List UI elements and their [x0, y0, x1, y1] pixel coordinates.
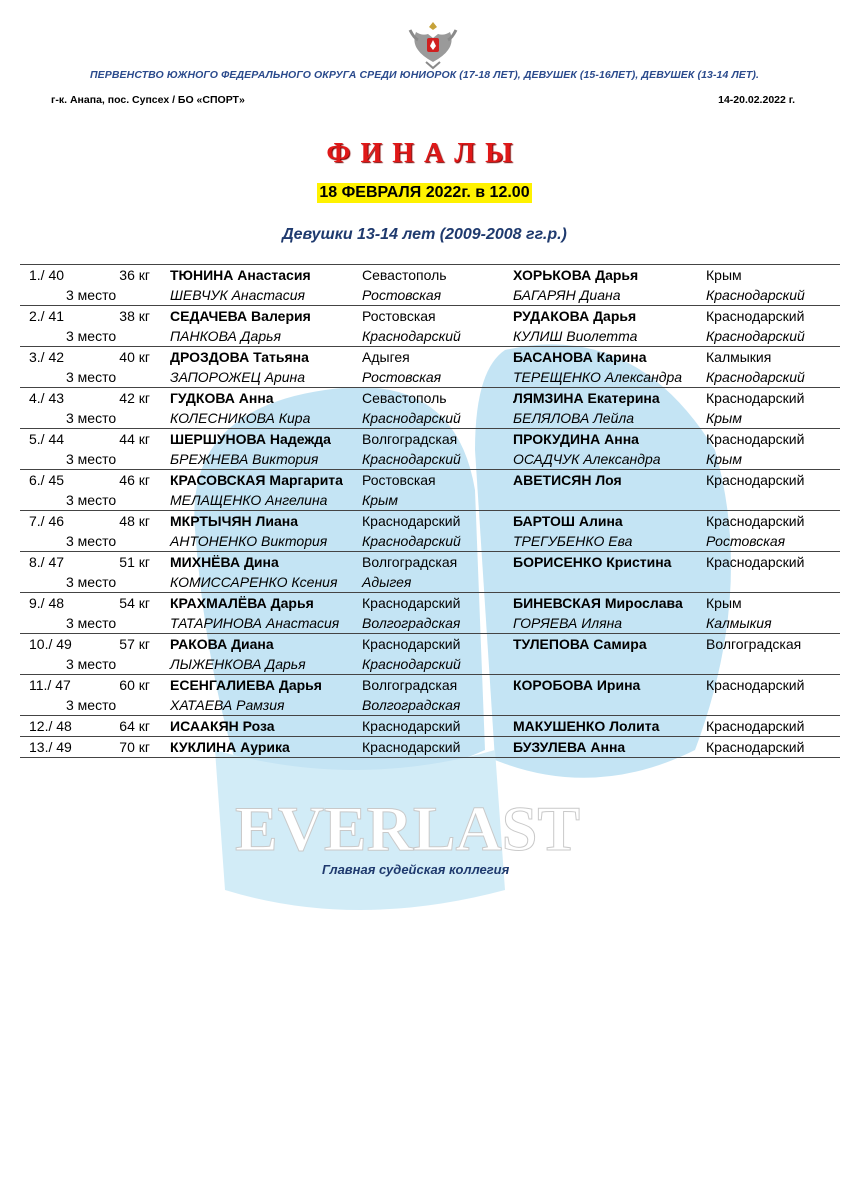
weight-class: 64 кг — [119, 718, 150, 734]
third-place-1-region: Адыгея — [362, 574, 412, 590]
third-place-1-region: Волгоградская — [362, 615, 461, 631]
finalist-red: РАКОВА Диана — [170, 636, 274, 652]
third-place-1: БРЕЖНЕВА Виктория — [170, 451, 319, 467]
bout-number: 11./ 47 — [29, 677, 71, 693]
third-place-1-region: Краснодарский — [362, 328, 461, 344]
finalist-red-region: Волгоградская — [362, 677, 458, 693]
dates-text: 14-20.02.2022 г. — [718, 94, 795, 106]
date-line-wrapper — [0, 183, 849, 203]
finals-title: ФИНАЛЫ — [326, 138, 523, 169]
finalist-blue: БУЗУЛЕВА Анна — [513, 739, 626, 755]
weight-class: 54 кг — [119, 595, 150, 611]
bout-number: 10./ 49 — [29, 636, 72, 652]
finalist-red: СЕДАЧЕВА Валерия — [170, 308, 311, 324]
finalist-blue-region: Краснодарский — [706, 739, 805, 755]
third-place-1: АНТОНЕНКО Виктория — [170, 533, 328, 549]
bout-row — [20, 716, 840, 737]
finalist-red-region: Волгоградская — [362, 554, 458, 570]
third-place-2-region: Краснодарский — [706, 287, 805, 303]
third-place-1: ТАТАРИНОВА Анастасия — [170, 615, 340, 631]
finalist-red: КУКЛИНА Аурика — [170, 739, 290, 755]
coat-of-arms-emblem — [408, 18, 458, 70]
third-place-label: 3 место — [66, 533, 117, 549]
finalist-blue-region: Краснодарский — [706, 472, 805, 488]
finalist-red: ШЕРШУНОВА Надежда — [170, 431, 331, 447]
finals-table — [20, 264, 840, 758]
finalist-red: МИХНЁВА Дина — [170, 554, 279, 570]
third-place-label: 3 место — [66, 656, 117, 672]
third-place-1-region: Ростовская — [362, 369, 442, 385]
weight-class: 42 кг — [119, 390, 150, 406]
finalist-red: ЕСЕНГАЛИЕВА Дарья — [170, 677, 322, 693]
third-place-2: ТРЕГУБЕНКО Ева — [513, 533, 633, 549]
third-place-2: ТЕРЕЩЕНКО Александра — [513, 369, 683, 385]
third-place-1-region: Краснодарский — [362, 533, 461, 549]
third-place-label: 3 место — [66, 574, 117, 590]
judging-committee-signature: Главная судейская коллегия — [322, 862, 510, 877]
finalist-red-region: Севастополь — [362, 267, 447, 283]
finalist-blue-region: Волгоградская — [706, 636, 802, 652]
bout-row — [20, 388, 840, 429]
finalist-red-region: Ростовская — [362, 472, 436, 488]
finalist-red: ТЮНИНА Анастасия — [170, 267, 311, 283]
third-place-2: ГОРЯЕВА Иляна — [513, 615, 623, 631]
finalist-blue: ТУЛЕПОВА Самира — [513, 636, 647, 652]
finalist-red-region: Краснодарский — [362, 636, 461, 652]
finalist-red: КРАСОВСКАЯ Маргарита — [170, 472, 343, 488]
finalist-blue-region: Калмыкия — [706, 349, 772, 365]
third-place-1: ХАТАЕВА Рамзия — [170, 697, 285, 713]
weight-class: 57 кг — [119, 636, 150, 652]
finalist-blue-region: Краснодарский — [706, 308, 805, 324]
bout-row — [20, 306, 840, 347]
third-place-label: 3 место — [66, 328, 117, 344]
finalist-blue: БОРИСЕНКО Кристина — [513, 554, 672, 570]
bout-row — [20, 552, 840, 593]
finalist-blue: МАКУШЕНКО Лолита — [513, 718, 660, 734]
third-place-1: ЗАПОРОЖЕЦ Арина — [170, 369, 306, 385]
third-place-1-region: Краснодарский — [362, 410, 461, 426]
finalist-blue: БАРТОШ Алина — [513, 513, 623, 529]
bout-row — [20, 470, 840, 511]
bout-row — [20, 634, 840, 675]
bout-number: 5./ 44 — [29, 431, 65, 447]
third-place-label: 3 место — [66, 615, 117, 631]
weight-class: 46 кг — [119, 472, 150, 488]
finalist-blue: АВЕТИСЯН Лоя — [513, 472, 622, 488]
weight-class: 38 кг — [119, 308, 150, 324]
third-place-1: МЕЛАЩЕНКО Ангелина — [170, 492, 328, 508]
finalist-blue-region: Крым — [706, 595, 742, 611]
third-place-1: ШЕВЧУК Анастасия — [170, 287, 305, 303]
finalist-blue-region: Краснодарский — [706, 390, 805, 406]
third-place-label: 3 место — [66, 492, 117, 508]
finalist-blue-region: Краснодарский — [706, 431, 805, 447]
bout-number: 4./ 43 — [29, 390, 65, 406]
third-place-label: 3 место — [66, 287, 117, 303]
finalist-blue: РУДАКОВА Дарья — [513, 308, 637, 324]
third-place-1-region: Крым — [362, 492, 398, 508]
bout-number: 2./ 41 — [29, 308, 65, 324]
championship-title: ПЕРВЕНСТВО ЮЖНОГО ФЕДЕРАЛЬНОГО ОКРУГА СРЕДИ ЮНИОРОК (17-18 ЛЕТ), ДЕВУШЕК (15-16ЛЕТ), ДЕВУШЕК (13-14 ЛЕТ). — [90, 69, 759, 81]
finalist-red-region: Краснодарский — [362, 513, 461, 529]
finalist-blue: БАСАНОВА Карина — [513, 349, 647, 365]
third-place-label: 3 место — [66, 369, 117, 385]
third-place-1: ПАНКОВА Дарья — [170, 328, 281, 344]
weight-class: 48 кг — [119, 513, 150, 529]
third-place-2-region: Ростовская — [706, 533, 786, 549]
bout-row — [20, 264, 840, 306]
third-place-2: БЕЛЯЛОВА Лейла — [513, 410, 635, 426]
third-place-2-region: Краснодарский — [706, 328, 805, 344]
finalist-red-region: Краснодарский — [362, 739, 461, 755]
weight-class: 40 кг — [119, 349, 150, 365]
third-place-1: КОМИССАРЕНКО Ксения — [170, 574, 338, 590]
third-place-1-region: Волгоградская — [362, 697, 461, 713]
third-place-2-region: Краснодарский — [706, 369, 805, 385]
bout-row — [20, 347, 840, 388]
finalist-red: МКРТЫЧЯН Лиана — [170, 513, 298, 529]
third-place-label: 3 место — [66, 451, 117, 467]
finalist-blue: КОРОБОВА Ирина — [513, 677, 641, 693]
finalist-red-region: Севастополь — [362, 390, 447, 406]
bout-row — [20, 593, 840, 634]
weight-class: 36 кг — [119, 267, 150, 283]
finalist-red: ДРОЗДОВА Татьяна — [170, 349, 309, 365]
finalist-red-region: Ростовская — [362, 308, 436, 324]
finalist-blue-region: Крым — [706, 267, 742, 283]
finalist-red-region: Краснодарский — [362, 718, 461, 734]
bout-row — [20, 429, 840, 470]
bout-number: 6./ 45 — [29, 472, 65, 488]
bout-number: 3./ 42 — [29, 349, 65, 365]
finalist-red: ГУДКОВА Анна — [170, 390, 274, 406]
bout-number: 1./ 40 — [29, 267, 65, 283]
third-place-label: 3 место — [66, 410, 117, 426]
third-place-1: ЛЫЖЕНКОВА Дарья — [170, 656, 306, 672]
group-title: Девушки 13-14 лет (2009-2008 гг.р.) — [282, 226, 567, 243]
weight-class: 70 кг — [119, 739, 150, 755]
weight-class: 44 кг — [119, 431, 150, 447]
bout-row — [20, 737, 840, 758]
finalist-red: ИСААКЯН Роза — [170, 718, 275, 734]
third-place-2-region: Калмыкия — [706, 615, 772, 631]
finalist-red: КРАХМАЛЁВА Дарья — [170, 595, 314, 611]
third-place-1-region: Краснодарский — [362, 451, 461, 467]
finalist-red-region: Краснодарский — [362, 595, 461, 611]
finalist-blue-region: Краснодарский — [706, 554, 805, 570]
finalist-blue: ХОРЬКОВА Дарья — [513, 267, 639, 283]
third-place-1-region: Ростовская — [362, 287, 442, 303]
finalist-red-region: Волгоградская — [362, 431, 458, 447]
bout-number: 12./ 48 — [29, 718, 72, 734]
third-place-2: ОСАДЧУК Александра — [513, 451, 661, 467]
date-line: 18 ФЕВРАЛЯ 2022г. в 12.00 — [319, 184, 530, 201]
bout-row — [20, 511, 840, 552]
bout-number: 13./ 49 — [29, 739, 72, 755]
third-place-2-region: Крым — [706, 410, 742, 426]
finalist-blue-region: Краснодарский — [706, 677, 805, 693]
watermark-brand-text: EVERLAST — [235, 793, 580, 864]
finalist-blue-region: Краснодарский — [706, 513, 805, 529]
venue-text: г-к. Анапа, пос. Супсех / БО «СПОРТ» — [51, 94, 245, 106]
bout-number: 7./ 46 — [29, 513, 65, 529]
weight-class: 51 кг — [119, 554, 150, 570]
finalist-blue: ПРОКУДИНА Анна — [513, 431, 639, 447]
finalist-blue: ЛЯМЗИНА Екатерина — [513, 390, 660, 406]
bout-number: 8./ 47 — [29, 554, 65, 570]
bout-row — [20, 675, 840, 716]
finalist-blue: БИНЕВСКАЯ Мирослава — [513, 595, 683, 611]
third-place-1: КОЛЕСНИКОВА Кира — [170, 410, 311, 426]
finalist-red-region: Адыгея — [362, 349, 410, 365]
third-place-label: 3 место — [66, 697, 117, 713]
third-place-2: КУЛИШ Виолетта — [513, 328, 638, 344]
finalist-blue-region: Краснодарский — [706, 718, 805, 734]
bout-number: 9./ 48 — [29, 595, 65, 611]
weight-class: 60 кг — [119, 677, 150, 693]
third-place-2-region: Крым — [706, 451, 742, 467]
third-place-1-region: Краснодарский — [362, 656, 461, 672]
third-place-2: БАГАРЯН Диана — [513, 287, 621, 303]
